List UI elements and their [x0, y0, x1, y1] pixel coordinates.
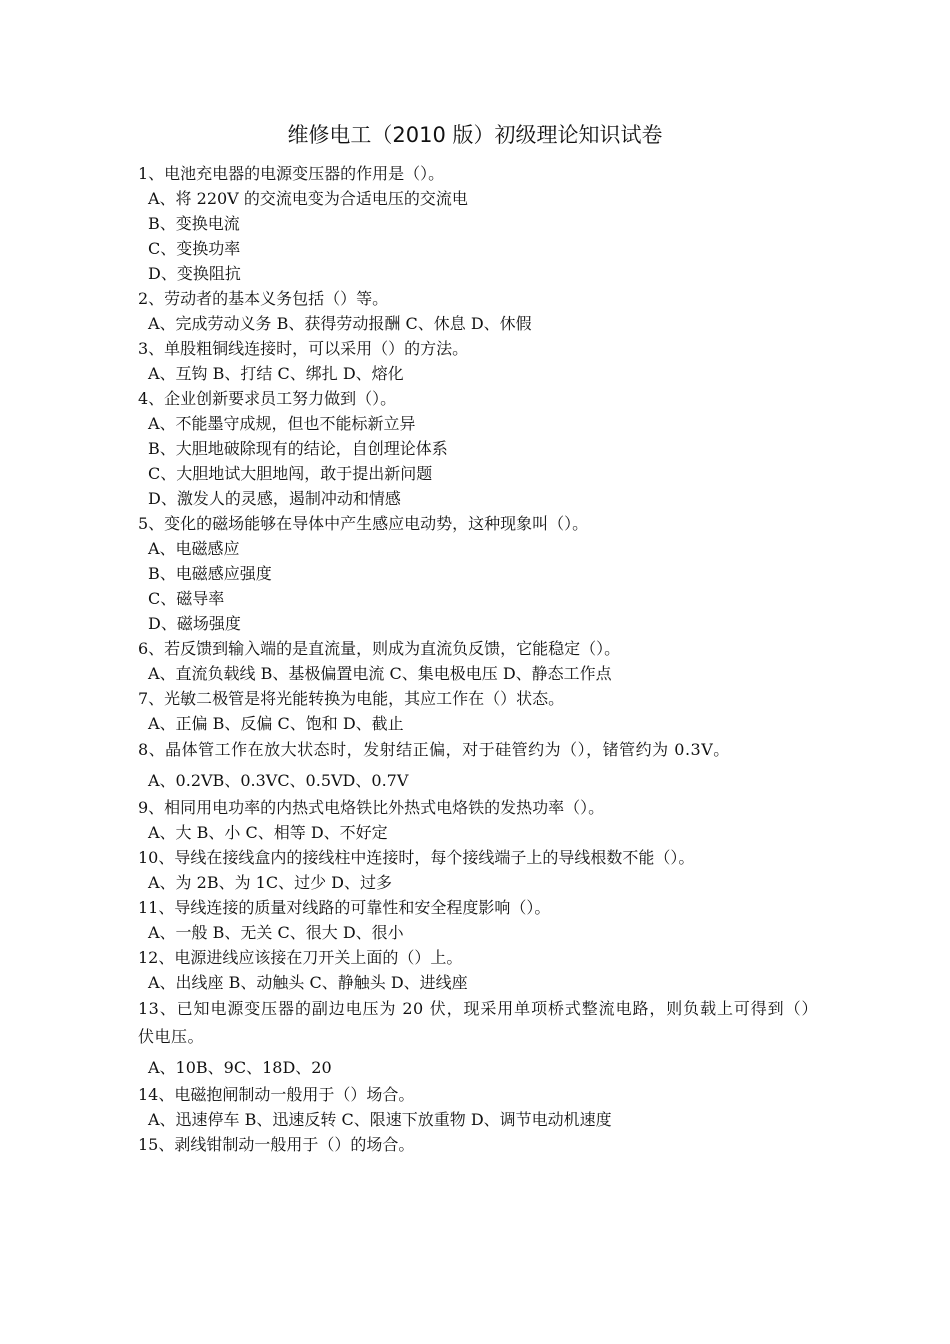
question-11: 11、导线连接的质量对线路的可靠性和安全程度影响（）。: [138, 898, 551, 917]
question-5-option-4: D、磁场强度: [148, 614, 241, 633]
question-6: 6、若反馈到输入端的是直流量，则成为直流负反馈，它能稳定（）。: [138, 639, 621, 658]
question-8-option-1: A、0.2VB、0.3VC、0.5VD、0.7V: [148, 771, 409, 790]
question-13: 13、已知电源变压器的副边电压为 20 伏，现采用单项桥式整流电路，则负载上可得到（）伏电压。: [138, 999, 818, 1046]
question-14-option-1: A、迅速停车 B、迅速反转 C、限速下放重物 D、调节电动机速度: [148, 1110, 612, 1129]
question-4-option-3: C、大胆地试大胆地闯，敢于提出新问题: [148, 464, 433, 483]
question-8: 8、晶体管工作在放大状态时，发射结正偏，对于硅管约为（），锗管约为 0.3V。: [138, 740, 730, 759]
question-7-option-1: A、正偏 B、反偏 C、饱和 D、截止: [148, 714, 404, 733]
question-10-option-1: A、为 2B、为 1C、过少 D、过多: [148, 873, 393, 892]
question-13-option-1: A、10B、9C、18D、20: [148, 1058, 332, 1077]
question-9-option-1: A、大 B、小 C、相等 D、不好定: [148, 823, 388, 842]
question-1-option-2: B、变换电流: [148, 214, 240, 233]
question-1-option-3: C、变换功率: [148, 239, 241, 258]
question-12: 12、电源进线应该接在刀开关上面的（）上。: [138, 948, 463, 967]
question-4-option-2: B、大胆地破除现有的结论，自创理论体系: [148, 439, 448, 458]
question-4: 4、企业创新要求员工努力做到（）。: [138, 389, 397, 408]
question-9: 9、相同用电功率的内热式电烙铁比外热式电烙铁的发热功率（）。: [138, 798, 605, 817]
question-4-option-4: D、激发人的灵感，遏制冲动和情感: [148, 489, 401, 508]
question-3-option-1: A、互钩 B、打结 C、绑扎 D、熔化: [148, 364, 404, 383]
question-15: 15、剥线钳制动一般用于（）的场合。: [138, 1135, 415, 1154]
question-4-option-1: A、不能墨守成规，但也不能标新立异: [148, 414, 416, 433]
question-10: 10、导线在接线盒内的接线柱中连接时，每个接线端子上的导线根数不能（）。: [138, 848, 695, 867]
question-5-option-1: A、电磁感应: [148, 539, 240, 558]
question-1-option-1: A、将 220V 的交流电变为合适电压的交流电: [148, 189, 468, 208]
question-1-option-4: D、变换阻抗: [148, 264, 241, 283]
question-list: [138, 161, 818, 1157]
question-14: 14、电磁抱闸制动一般用于（）场合。: [138, 1085, 415, 1104]
question-2: 2、劳动者的基本义务包括（）等。: [138, 289, 389, 308]
question-5-option-2: B、电磁感应强度: [148, 564, 272, 583]
exam-title: 维修电工（2010 版）初级理论知识试卷: [287, 123, 663, 147]
question-5: 5、变化的磁场能够在导体中产生感应电动势，这种现象叫（）。: [138, 514, 589, 533]
question-5-option-3: C、磁导率: [148, 589, 225, 608]
question-11-option-1: A、一般 B、无关 C、很大 D、很小: [148, 923, 404, 942]
question-6-option-1: A、直流负载线 B、基极偏置电流 C、集电极电压 D、静态工作点: [148, 664, 612, 683]
question-7: 7、光敏二极管是将光能转换为电能，其应工作在（）状态。: [138, 689, 565, 708]
question-1: 1、电池充电器的电源变压器的作用是（）。: [138, 164, 445, 183]
question-2-option-1: A、完成劳动义务 B、获得劳动报酬 C、休息 D、休假: [148, 314, 532, 333]
question-3: 3、单股粗铜线连接时，可以采用（）的方法。: [138, 339, 469, 358]
question-12-option-1: A、出线座 B、动触头 C、静触头 D、进线座: [148, 973, 468, 992]
